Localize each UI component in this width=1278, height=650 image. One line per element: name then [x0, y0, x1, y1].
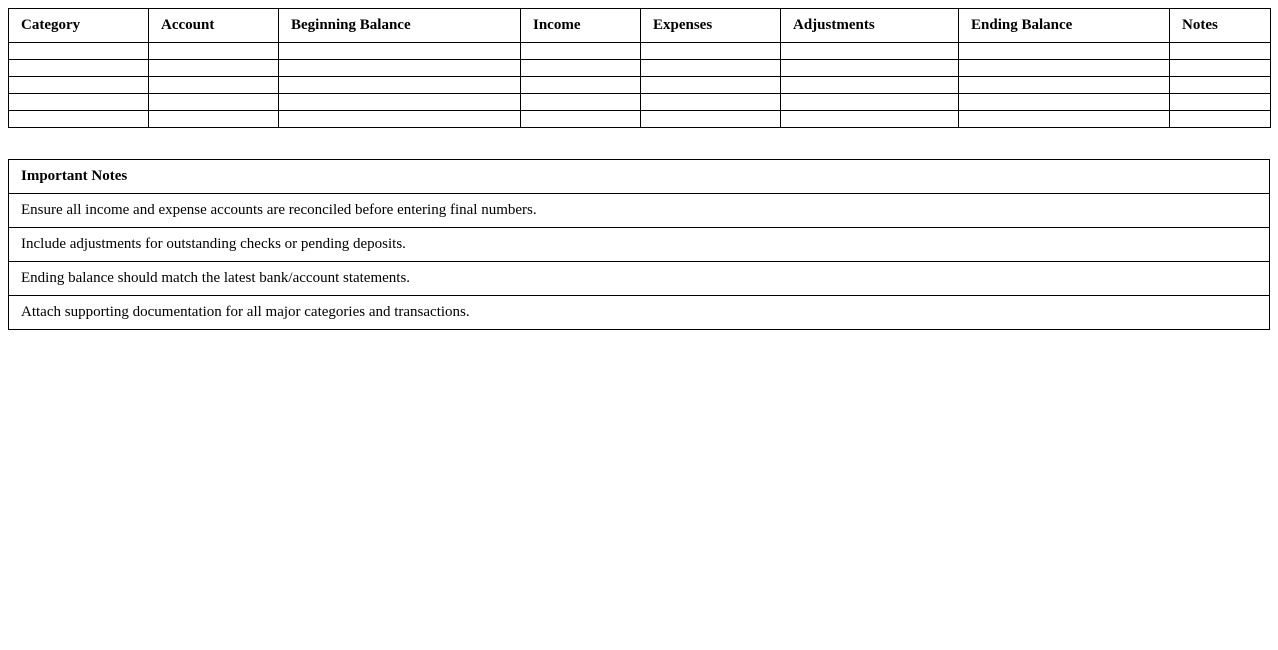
table-cell[interactable] [279, 94, 521, 111]
table-cell[interactable] [959, 60, 1170, 77]
table-cell[interactable] [641, 111, 781, 128]
table-cell[interactable] [959, 94, 1170, 111]
table-cell[interactable] [149, 43, 279, 60]
table-cell[interactable] [959, 43, 1170, 60]
table-cell[interactable] [1170, 94, 1271, 111]
table-cell[interactable] [149, 111, 279, 128]
table-cell[interactable] [279, 60, 521, 77]
notes-header-row [9, 160, 1270, 194]
table-cell[interactable] [279, 43, 521, 60]
table-cell[interactable] [9, 43, 149, 60]
important-notes-table [8, 159, 1270, 330]
table-cell[interactable] [149, 60, 279, 77]
table-header-row [9, 9, 1271, 43]
table-row [9, 111, 1271, 128]
table-cell[interactable] [521, 77, 641, 94]
table-cell[interactable] [1170, 43, 1271, 60]
note-text: Ensure all income and expense accounts are reconciled before entering final numbers. [9, 194, 1270, 228]
table-cell[interactable] [279, 111, 521, 128]
table-cell[interactable] [1170, 77, 1271, 94]
table-cell[interactable] [641, 77, 781, 94]
table-row [9, 60, 1271, 77]
table-cell[interactable] [521, 94, 641, 111]
financial-summary-table [8, 8, 1271, 128]
table-cell[interactable] [9, 77, 149, 94]
notes-title: Important Notes [9, 160, 1270, 194]
list-item [9, 228, 1270, 262]
note-text: Attach supporting documentation for all major categories and transactions. [9, 296, 1270, 330]
table-cell[interactable] [9, 111, 149, 128]
table-cell[interactable] [641, 43, 781, 60]
table-row [9, 43, 1271, 60]
column-header-income: Income [521, 9, 641, 43]
note-text: Include adjustments for outstanding checks or pending deposits. [9, 228, 1270, 262]
table-cell[interactable] [149, 77, 279, 94]
table-cell[interactable] [781, 77, 959, 94]
column-header-account: Account [149, 9, 279, 43]
table-cell[interactable] [521, 43, 641, 60]
table-cell[interactable] [521, 111, 641, 128]
table-cell[interactable] [959, 111, 1170, 128]
table-row [9, 77, 1271, 94]
column-header-ending-balance: Ending Balance [959, 9, 1170, 43]
table-cell[interactable] [781, 111, 959, 128]
table-cell[interactable] [1170, 111, 1271, 128]
table-cell[interactable] [781, 94, 959, 111]
table-cell[interactable] [641, 94, 781, 111]
table-cell[interactable] [641, 60, 781, 77]
table-cell[interactable] [1170, 60, 1271, 77]
table-cell[interactable] [781, 60, 959, 77]
table-cell[interactable] [9, 94, 149, 111]
table-cell[interactable] [781, 43, 959, 60]
table-cell[interactable] [149, 94, 279, 111]
column-header-adjustments: Adjustments [781, 9, 959, 43]
column-header-notes: Notes [1170, 9, 1271, 43]
list-item [9, 262, 1270, 296]
column-header-beginning-balance: Beginning Balance [279, 9, 521, 43]
column-header-category: Category [9, 9, 149, 43]
table-cell[interactable] [9, 60, 149, 77]
table-cell[interactable] [279, 77, 521, 94]
column-header-expenses: Expenses [641, 9, 781, 43]
list-item [9, 194, 1270, 228]
note-text: Ending balance should match the latest bank/account statements. [9, 262, 1270, 296]
list-item [9, 296, 1270, 330]
table-cell[interactable] [521, 60, 641, 77]
table-cell[interactable] [959, 77, 1170, 94]
table-row [9, 94, 1271, 111]
